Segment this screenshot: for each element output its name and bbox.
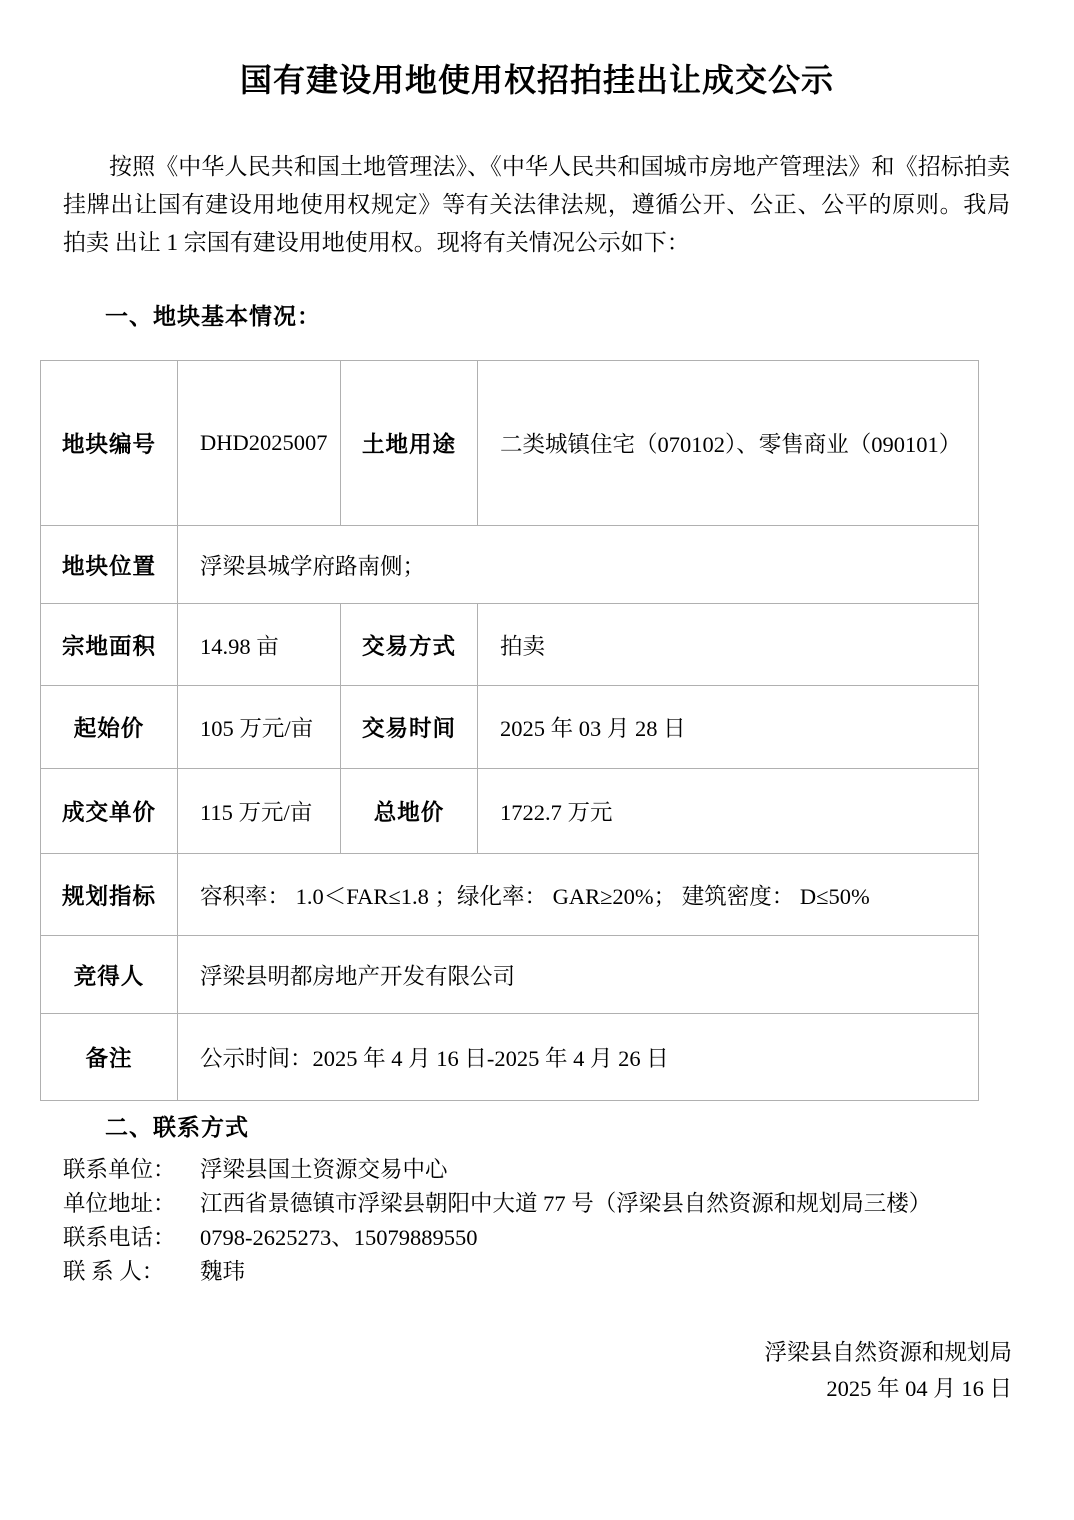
transaction-date-label: 交易时间 (341, 686, 478, 769)
parcel-id-label: 地块编号 (41, 361, 178, 526)
table-row (41, 854, 979, 936)
planning-indicators-label: 规划指标 (41, 854, 178, 936)
table-row (41, 936, 979, 1014)
section-heading-basic-info: 一、地块基本情况： (105, 304, 321, 329)
contact-phone-line (63, 1221, 1010, 1255)
planning-indicators-value: 容积率： 1.0＜FAR≤1.8 ；绿化率： GAR≥20%； 建筑密度： D≤50% (178, 854, 979, 936)
contact-address-line (63, 1187, 1010, 1221)
land-use-label: 土地用途 (341, 361, 478, 526)
contact-person-value: 魏玮 (200, 1259, 246, 1284)
total-land-price-value: 1722.7 万元 (478, 769, 979, 854)
signature-agency: 浮梁县自然资源和规划局 (764, 1340, 1012, 1365)
transaction-date-value: 2025 年 03 月 28 日 (478, 686, 979, 769)
table-row (41, 769, 979, 854)
contact-phone-value: 0798-2625273、15079889550 (200, 1225, 478, 1250)
land-use-value: 二类城镇住宅（070102）、零售商业（090101） (478, 361, 979, 526)
contact-address-label: 单位地址： (63, 1191, 176, 1216)
parcel-info-table (40, 360, 979, 1101)
transaction-method-label: 交易方式 (341, 604, 478, 686)
table-row (41, 526, 979, 604)
parcel-location-value: 浮梁县城学府路南侧； (178, 526, 979, 604)
parcel-area-value: 14.98 亩 (178, 604, 341, 686)
contact-unit-line (63, 1153, 1010, 1187)
document-title: 国有建设用地使用权招拍挂出让成交公示 (239, 62, 834, 98)
section-heading-contact: 二、联系方式 (105, 1115, 249, 1140)
winning-bidder-label: 竞得人 (41, 936, 178, 1014)
contact-phone-label: 联系电话： (63, 1225, 176, 1250)
table-row (41, 1014, 979, 1101)
remarks-value: 公示时间：2025 年 4 月 16 日-2025 年 4 月 26 日 (178, 1014, 979, 1101)
intro-paragraph: 按照《中华人民共和国土地管理法》、《中华人民共和国城市房地产管理法》和《招标拍卖挂牌出让国有建设用地使用权规定》等有关法律法规，遵循公开、公正、公平的原则。我局 拍卖 出让 1 宗国有建设用地使用权。现将有关情况公示如下： (63, 154, 1010, 255)
contact-person-line (63, 1255, 1010, 1289)
starting-price-label: 起始价 (41, 686, 178, 769)
table-row (41, 686, 979, 769)
contact-address-value: 江西省景德镇市浮梁县朝阳中大道 77 号（浮梁县自然资源和规划局三楼） (200, 1191, 932, 1216)
transaction-method-value: 拍卖 (478, 604, 979, 686)
starting-price-value: 105 万元/亩 (178, 686, 341, 769)
contact-info-block (63, 1153, 1010, 1289)
parcel-id-value: DHD2025007 (178, 361, 341, 526)
signature-block (0, 1335, 1012, 1407)
table-row (41, 361, 979, 526)
contact-person-label: 联 系 人： (63, 1259, 165, 1284)
parcel-area-label: 宗地面积 (41, 604, 178, 686)
remarks-label: 备注 (41, 1014, 178, 1101)
parcel-location-label: 地块位置 (41, 526, 178, 604)
total-land-price-label: 总地价 (341, 769, 478, 854)
signature-date: 2025 年 04 月 16 日 (826, 1376, 1012, 1401)
deal-unit-price-value: 115 万元/亩 (178, 769, 341, 854)
table-row (41, 604, 979, 686)
contact-unit-label: 联系单位： (63, 1157, 176, 1182)
contact-unit-value: 浮梁县国土资源交易中心 (200, 1157, 448, 1182)
deal-unit-price-label: 成交单价 (41, 769, 178, 854)
winning-bidder-value: 浮梁县明都房地产开发有限公司 (178, 936, 979, 1014)
